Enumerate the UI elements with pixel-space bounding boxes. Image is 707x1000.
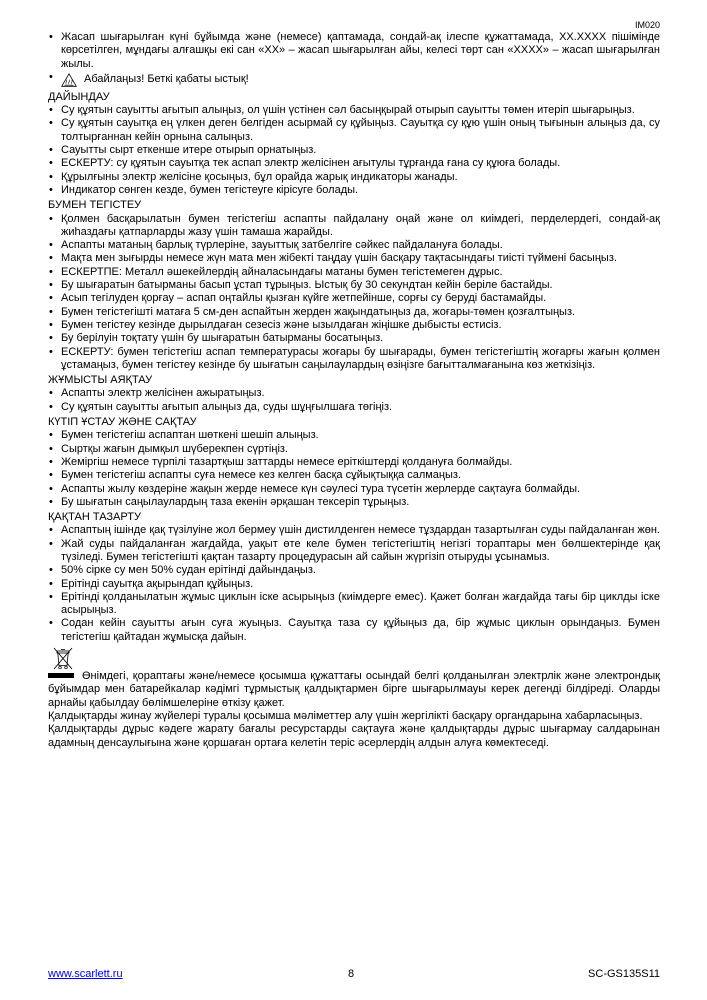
list-item: • Аспаптың ішінде қақ түзілуіне жол бермеу үшін дистилденген немесе тұздардан тазартылған суды пайдаланған жөн. (48, 524, 660, 537)
list-item: • Бумен тегістегіш аспапты суға немесе кез келген басқа сұйықтыққа салмаңыз. (48, 469, 660, 482)
list-item: • Бу шығаратын батырманы басып ұстап тұрыңыз. Ыстық бу 30 секундтан кейін беріле бастайды. (48, 279, 660, 292)
finish-list (48, 387, 660, 414)
model-code: IM020 (634, 20, 660, 30)
list-item: • Содан кейін сауытты ағын суға жуыңыз. Сауытқа таза су құйыңыз да, бір жұмыс циклын орындаңыз. Бумен тегістегіш қайтадан жұмысқа дайын. (48, 617, 660, 644)
manual-page (48, 0, 660, 1000)
steaming-list (48, 213, 660, 373)
list-item: • ЕСКЕРТУ: бумен тегістегіш аспап температурасы жоғары бу шығарады, бумен тегістегіштің жоғарғы жағын қолмен ұстамаңыз, бумен тегістеу кезінде бу шығатын саңылаулардың өзіңізге бағытталмағанына көз жеткізіңіз. (48, 346, 660, 373)
section-title-care: КҮТІП ҰСТАУ ЖӘНЕ САҚТАУ (48, 416, 197, 429)
disposal-paragraph: Өнімдегі, қораптағы және/немесе қосымша құжаттағы осындай белгі қолданылған электрлік және электрондық бұйымдар мен батарейкалар кәдімгі тұрмыстық қалдықтармен бірге шығарылмауы керек дегенді білдіреді. Оларды арнайы қабылдау бөлімшелеріне өткізу қажет. (48, 670, 660, 709)
list-item: • Құрылғыны электр желісіне қосыңыз, бұл орайда жарық индикаторы жанады. (48, 171, 660, 184)
list-item: • ЕСКЕРТПЕ: Металл әшекейлердің айналасындағы матаны бумен тегістемеген дұрыс. (48, 266, 660, 279)
list-item: • Индикатор сөнген кезде, бумен тегістеуге кірісуге болады. (48, 184, 660, 197)
page-number: 8 (348, 968, 355, 980)
list-item: • Су құятын сауытты ағытып алыңыз, ол үшін үстінен сәл басыңқырай отырып сауытты төмен итеріп шығарыңыз. (48, 104, 660, 117)
preparation-list (48, 104, 660, 197)
list-item: • Бу берілуін тоқтату үшін бу шығаратын батырманы босатыңыз. (48, 332, 660, 345)
descaling-list (48, 524, 660, 644)
list-item: • Жай суды пайдаланған жағдайда, уақыт өте келе бумен тегістегіштің негізгі тораптары мен бөлшектерінде қақ түзіледі. Бумен тегістегішті қақтан тазарту процедурасын ай сайын жүргізіп отыруды ұсынамыз. (48, 538, 660, 565)
list-item: • Асып тегілуден қорғау – аспап оңтайлы қызған күйге жетпейінше, сорғы су беруді бастамайды. (48, 292, 660, 305)
disposal-paragraph: Қалдықтарды жинау жүйелері туралы қосымша мәліметтер алу үшін жергілікті басқару органдарына хабарласыңыз. (48, 709, 643, 722)
list-item: • Сауытты сырт еткенше итере отырып орнатыңыз. (48, 144, 660, 157)
list-item: • Бумен тегістегіш аспаптан шөткені шешіп алыңыз. (48, 429, 660, 442)
list-item: • Аспапты электр желісінен ажыратыңыз. (48, 387, 660, 400)
list-item: • Бу шығатын саңылаулардың таза екенін әрқашан тексеріп тұрыңыз. (48, 496, 660, 509)
list-item: • Қолмен басқарылатын бумен тегістегіш аспапты пайдалану оңай және ол киімдегі, перделердегі, сондай-ақ жиһаздағы қатпарларды жазу үшін тамаша жарайды. (48, 213, 660, 240)
warning-item (48, 71, 660, 89)
list-item: • Мақта мен зығырды немесе жүн мата мен жібекті таңдау үшін басқару тақтасындағы тиісті түймені басыңыз. (48, 252, 660, 265)
list-item: • 50% сірке су мен 50% судан ерітінді дайындаңыз. (48, 564, 660, 577)
intro-list (48, 31, 660, 89)
list-item: • Бумен тегістеу кезінде дырылдаған сезесіз және ызылдаған жіңішке дыбысты естисіз. (48, 319, 660, 332)
website-link[interactable]: www.scarlett.ru (48, 968, 123, 980)
warning-text: • Абайлаңыз! Беткі қабаты ыстық! (84, 73, 249, 86)
list-item: • ЕСКЕРТУ: су құятын сауытқа тек аспап электр желісінен ағытулы тұрғанда ғана су құюға болады. (48, 157, 660, 170)
crossed-bin-icon (52, 647, 74, 671)
list-item: • Аспапты жылу көздеріне жақын жерде немесе күн сәулесі тура түсетін жерлерде сақтауға болмайды. (48, 483, 660, 496)
list-item: • Жеміргіш немесе түрпілі тазартқыш заттарды немесе еріткіштерді қолдануға болмайды. (48, 456, 660, 469)
section-title-finish: ЖҰМЫСТЫ АЯҚТАУ (48, 374, 153, 387)
disposal-paragraph: Қалдықтарды дұрыс кәдеге жарату бағалы ресурстарды сақтауға және қалдықтарды дұрыс шығармау салдарынан адамның денсаулығына және қоршаған ортаға келетін теріс әсерлердің алдын алуға көмектеседі. (48, 723, 660, 749)
page-content (48, 31, 660, 750)
list-item: • Ерітінді сауытқа ақырындап құйыңыз. (48, 578, 660, 591)
section-title-preparation: ДАЙЫНДАУ (48, 90, 110, 103)
list-item: • Ерітінді қолданылатын жұмыс циклын іске асырыңыз (киімдерге емес). Қажет болған жағдайда тағы бір циклды іске асырыңыз. (48, 591, 660, 618)
list-item: • Су құятын сауытты ағытып алыңыз да, суды шұңғылшаға төгіңіз. (48, 401, 660, 414)
hot-surface-warning-icon (61, 73, 77, 87)
list-item: • Бумен тегістегішті матаға 5 см-ден аспайтын жерден жақындатыңыз да, жоғары-төмен қозғалтыңыз. (48, 306, 660, 319)
list-item: • Аспапты матаның барлық түрлеріне, зауыттық затбелгіге сәйкес пайдалануға болады. (48, 239, 660, 252)
list-item: • Су құятын сауытқа ең үлкен деген белгіден асырмай су құйыңыз. Сауытқа су құю үшін оның тығынын алыңыз да, су толтырғаннан кейін орнына салыңыз. (48, 117, 660, 144)
care-list (48, 429, 660, 509)
section-title-steaming: БУМЕН ТЕГІСТЕУ (48, 199, 142, 212)
list-item: • Жасап шығарылған күні бұйымда және (немесе) қаптамада, сондай-ақ ілеспе құжаттамада, XX.XXXX пішімінде көрсетілген, мұндағы алғашқы екі сан «XX» – жасап шығарылған айы, келесі төрт сан «XXXX» – жасап шығарылған жылы. (48, 31, 660, 71)
product-code: SC-GS135S11 (588, 968, 660, 980)
section-title-descaling: ҚАҚТАН ТАЗАРТУ (48, 511, 141, 524)
list-item: • Сыртқы жағын дымқыл шүберекпен сүртіңіз. (48, 443, 660, 456)
